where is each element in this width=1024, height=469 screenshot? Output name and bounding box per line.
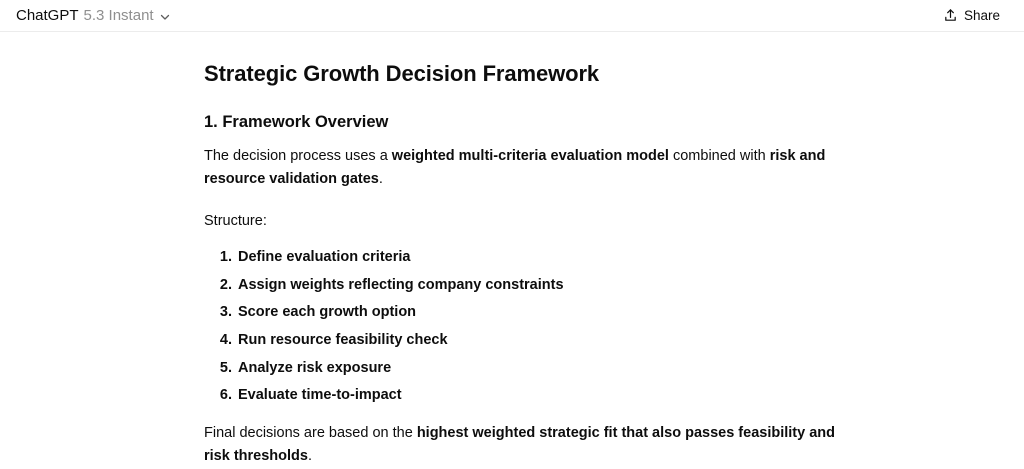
closing-paragraph xyxy=(204,422,844,469)
closing-text-1: Final decisions are based on the xyxy=(204,424,417,441)
conversation-scroll-area xyxy=(0,32,1024,469)
intro-text-1: The decision process uses a xyxy=(204,147,392,164)
list-item: Run resource feasibility check xyxy=(238,332,448,349)
assistant-message xyxy=(204,60,844,469)
intro-text-2: combined with xyxy=(668,147,770,164)
list-item: Define evaluation criteria xyxy=(238,249,411,266)
list-item: Assign weights reflecting company constraints xyxy=(238,276,564,293)
closing-text-2: . xyxy=(307,448,312,465)
model-variant-label: 5.3 Instant xyxy=(83,7,154,24)
top-bar xyxy=(0,0,1024,32)
steps-list xyxy=(204,247,844,405)
share-button[interactable] xyxy=(935,4,1008,27)
share-upload-icon xyxy=(943,8,958,23)
intro-bold-2: risk and resource validation gates xyxy=(204,147,826,188)
chevron-down-icon xyxy=(159,11,171,23)
intro-text-3: . xyxy=(378,171,383,188)
closing-bold-1: highest weighted strategic fit that also passes feasibility and risk thresholds xyxy=(204,424,835,465)
list-item: Analyze risk exposure xyxy=(238,359,392,376)
list-item: Evaluate time-to-impact xyxy=(238,387,402,404)
intro-paragraph xyxy=(204,145,844,192)
page-title: Strategic Growth Decision Framework xyxy=(204,61,600,86)
intro-bold-1: weighted multi-criteria evaluation model xyxy=(391,147,669,164)
section-heading: 1. Framework Overview xyxy=(204,112,389,131)
structure-label: Structure: xyxy=(204,212,267,229)
share-button-label: Share xyxy=(963,8,1000,23)
app-name-label: ChatGPT xyxy=(16,7,79,24)
list-item: Score each growth option xyxy=(238,304,417,321)
model-switcher-button[interactable] xyxy=(14,5,177,26)
